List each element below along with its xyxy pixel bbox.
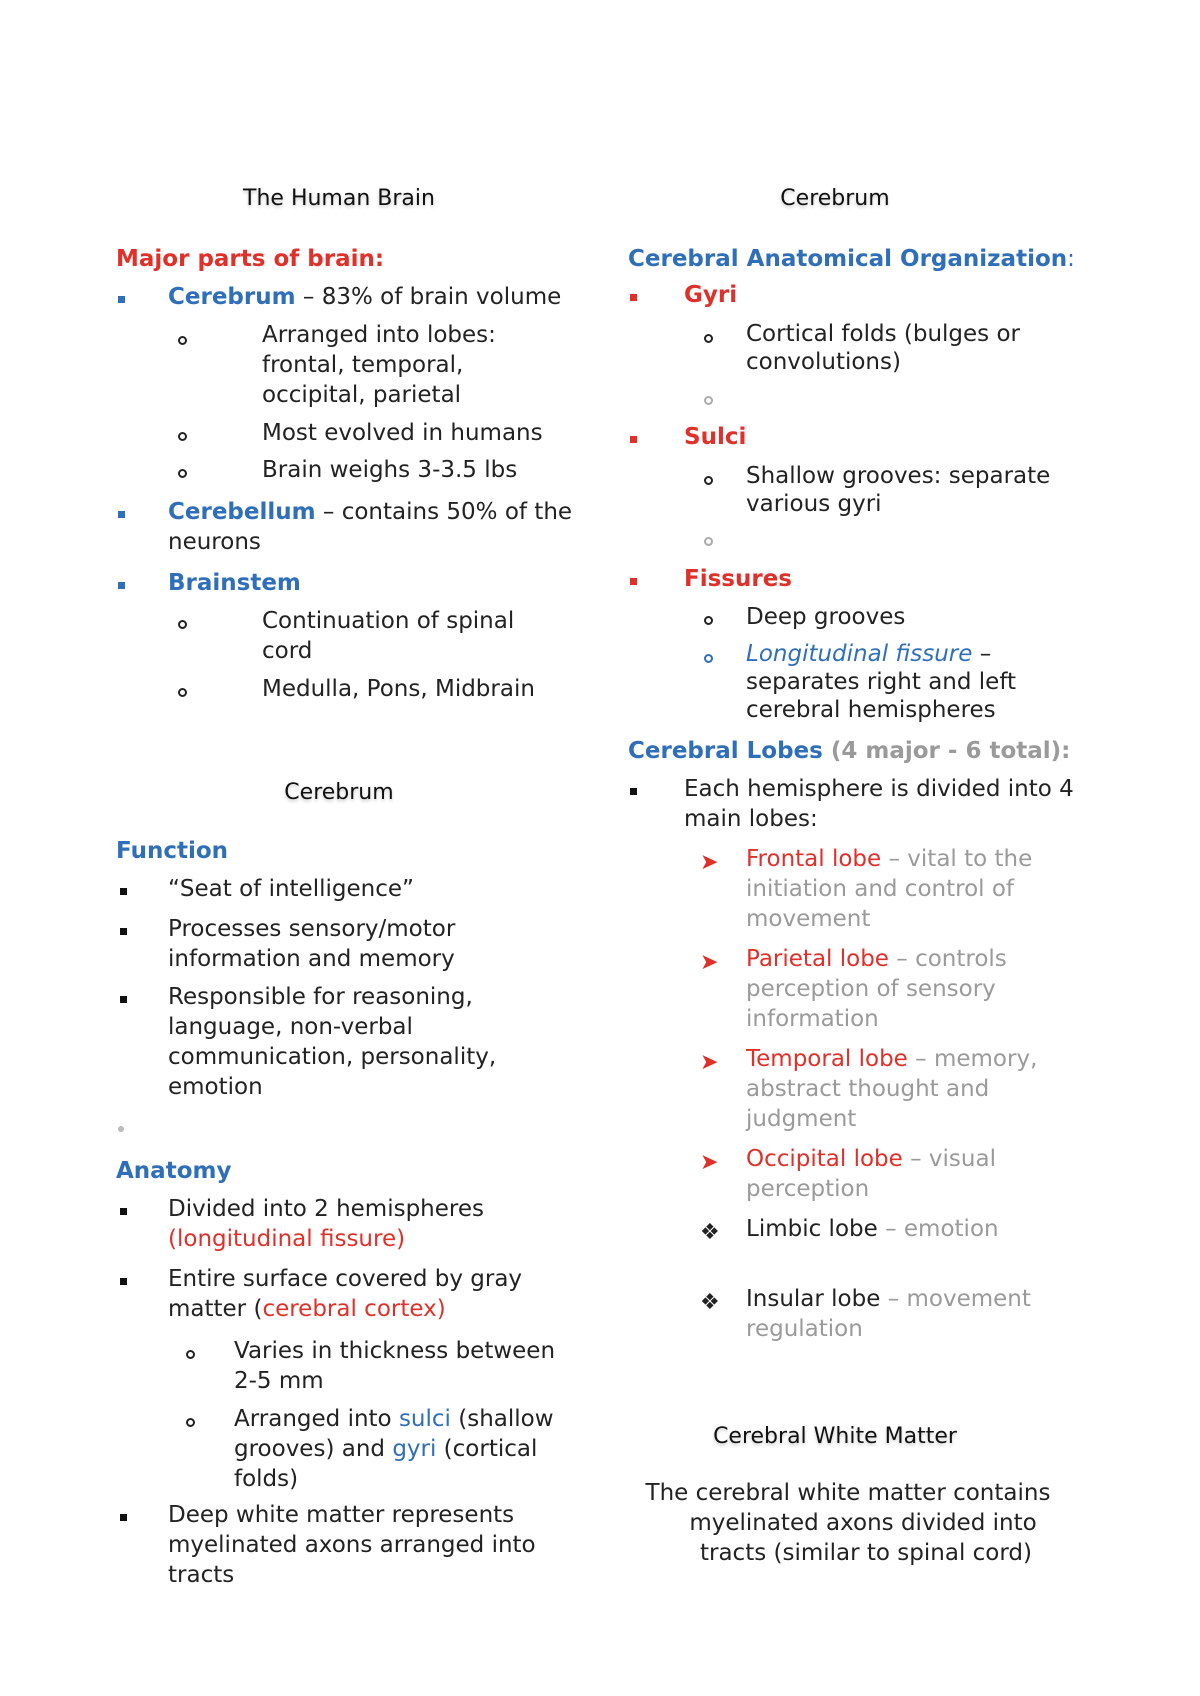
line: perception of sensory xyxy=(746,976,996,1002)
item-deep-grooves: Deep grooves xyxy=(746,604,906,630)
paren: ( xyxy=(168,1226,177,1252)
line: Divided into 2 hemispheres xyxy=(168,1196,484,1222)
item-medulla: Medulla, Pons, Midbrain xyxy=(262,676,535,702)
term-gyri: Gyri xyxy=(684,282,738,308)
item-arranged-lobes xyxy=(262,320,496,410)
item-gyri xyxy=(684,280,737,310)
title-cerebrum-right: Cerebrum xyxy=(780,186,890,211)
bullet-circle-empty xyxy=(704,396,713,405)
term-frontal-lobe: Frontal lobe xyxy=(746,846,882,872)
term-brainstem: Brainstem xyxy=(168,570,301,596)
bullet-circle xyxy=(704,616,713,625)
heading-anatomy: Anatomy xyxy=(116,1158,232,1184)
line: Entire surface covered by gray xyxy=(168,1266,523,1292)
bullet-square xyxy=(118,582,125,589)
line: abstract thought and xyxy=(746,1076,990,1102)
line: Varies in thickness between xyxy=(234,1338,556,1364)
term-occipital-lobe: Occipital lobe xyxy=(746,1146,903,1172)
line: cord xyxy=(262,638,313,664)
line: main lobes: xyxy=(684,806,818,832)
bullet-circle xyxy=(704,334,713,343)
line-mid: (shallow xyxy=(450,1406,554,1432)
heading-major-parts: Major parts of brain: xyxy=(116,246,385,272)
line: tracts (similar to spinal cord) xyxy=(699,1540,1032,1566)
line: Shallow grooves: separate xyxy=(746,463,1051,489)
item-divided-hemispheres xyxy=(168,1194,484,1254)
item-shallow-grooves xyxy=(746,462,1050,518)
bullet-square xyxy=(120,1278,127,1285)
item-sulci xyxy=(684,422,746,452)
bullet-square xyxy=(630,578,637,585)
line-pre: grooves) and xyxy=(234,1436,393,1462)
arrow-bullet-icon: ➤ xyxy=(700,1150,719,1175)
line: movement xyxy=(746,906,871,932)
line: emotion xyxy=(168,1074,263,1100)
desc: – memory, xyxy=(907,1046,1038,1072)
item-most-evolved: Most evolved in humans xyxy=(262,420,543,446)
item-continuation xyxy=(262,606,514,666)
item-responsible xyxy=(168,982,496,1102)
item-cortical-folds xyxy=(746,320,1020,376)
item-frontal-lobe xyxy=(746,844,1032,934)
bullet-circle xyxy=(186,1418,195,1427)
line: communication, personality, xyxy=(168,1044,497,1070)
line: various gyri xyxy=(746,491,882,517)
item-longitudinal-fissure xyxy=(746,640,1016,724)
term-longitudinal-fissure: longitudinal fissure xyxy=(176,1226,397,1252)
term-cerebrum: Cerebrum xyxy=(168,284,296,310)
dash: – xyxy=(972,641,992,667)
bullet-square xyxy=(120,1514,127,1521)
colon: : xyxy=(1067,246,1075,272)
item-processes xyxy=(168,914,455,974)
item-deep-white-matter xyxy=(168,1500,536,1590)
bullet-square xyxy=(118,511,125,518)
line: separates right and left xyxy=(746,669,1017,695)
bullet-square xyxy=(630,294,637,301)
bullet-square xyxy=(120,1208,127,1215)
bullet-square xyxy=(118,296,125,303)
bullet-circle xyxy=(178,469,187,478)
term-cerebral-cortex: cerebral cortex xyxy=(262,1296,437,1322)
item-brainstem xyxy=(168,568,301,598)
line: regulation xyxy=(746,1316,863,1342)
paren: ) xyxy=(396,1226,406,1252)
title-human-brain: The Human Brain xyxy=(243,186,435,211)
line: Each hemisphere is divided into 4 xyxy=(684,776,1074,802)
bullet-circle xyxy=(178,620,187,629)
line: Cortical folds (bulges or xyxy=(746,321,1021,347)
bullet-circle xyxy=(186,1350,195,1359)
bullet-circle xyxy=(178,336,187,345)
item-cerebellum xyxy=(168,497,572,557)
line: Deep white matter represents xyxy=(168,1502,515,1528)
line: myelinated axons divided into xyxy=(689,1510,1037,1536)
item-brain-weighs: Brain weighs 3-3.5 lbs xyxy=(262,457,518,483)
four-diamond-bullet-icon: ❖ xyxy=(700,1220,720,1245)
arrow-bullet-icon: ➤ xyxy=(700,1050,719,1075)
bullet-square xyxy=(120,996,127,1003)
item-temporal-lobe xyxy=(746,1044,1037,1134)
bullet-square xyxy=(120,888,127,895)
paren: ) xyxy=(436,1296,446,1322)
paragraph-white-matter xyxy=(618,1478,1078,1568)
desc: – visual xyxy=(902,1146,996,1172)
line-pre: matter ( xyxy=(168,1296,263,1322)
bullet-square xyxy=(120,928,127,935)
line: information and memory xyxy=(168,946,455,972)
desc: – controls xyxy=(888,946,1007,972)
item-parietal-lobe xyxy=(746,944,1007,1034)
four-diamond-bullet-icon: ❖ xyxy=(700,1290,720,1315)
bullet-circle xyxy=(704,476,713,485)
term-limbic-lobe: Limbic lobe xyxy=(746,1216,878,1242)
bullet-square xyxy=(630,788,637,795)
bullet-circle xyxy=(178,432,187,441)
line: judgment xyxy=(746,1106,857,1132)
item-cerebrum xyxy=(168,282,561,312)
title-cerebrum-left: Cerebrum xyxy=(284,780,394,805)
term-longitudinal-fissure: Longitudinal fissure xyxy=(746,641,973,667)
item-seat-intelligence: “Seat of intelligence” xyxy=(168,876,414,902)
line: 2-5 mm xyxy=(234,1368,324,1394)
bullet-square xyxy=(630,436,637,443)
term-fissures: Fissures xyxy=(684,566,792,592)
line: neurons xyxy=(168,529,261,555)
line-pre: Arranged into xyxy=(234,1406,399,1432)
line: convolutions) xyxy=(746,349,901,375)
cerebrum-desc: – 83% of brain volume xyxy=(295,284,562,310)
line: initiation and control of xyxy=(746,876,1015,902)
item-varies-thickness xyxy=(234,1336,555,1396)
heading-paren: (4 major - 6 total): xyxy=(822,738,1071,764)
item-insular-lobe xyxy=(746,1284,1031,1344)
item-fissures xyxy=(684,564,792,594)
term-parietal-lobe: Parietal lobe xyxy=(746,946,889,972)
line: folds) xyxy=(234,1466,299,1492)
heading-function: Function xyxy=(116,838,229,864)
line: tracts xyxy=(168,1562,235,1588)
line: Continuation of spinal xyxy=(262,608,515,634)
heading-text: Cerebral Anatomical Organization xyxy=(628,246,1068,272)
term-cerebellum: Cerebellum xyxy=(168,499,316,525)
heading-anatomical-organization xyxy=(628,246,1075,272)
line: occipital, parietal xyxy=(262,382,462,408)
term-temporal-lobe: Temporal lobe xyxy=(746,1046,908,1072)
desc: – emotion xyxy=(877,1216,999,1242)
line: information xyxy=(746,1006,879,1032)
term-insular-lobe: Insular lobe xyxy=(746,1286,881,1312)
line: The cerebral white matter contains xyxy=(645,1480,1051,1506)
line: cerebral hemispheres xyxy=(746,697,996,723)
line: language, non-verbal xyxy=(168,1014,413,1040)
line: perception xyxy=(746,1176,870,1202)
item-occipital-lobe xyxy=(746,1144,996,1204)
term-sulci: Sulci xyxy=(684,424,747,450)
line: myelinated axons arranged into xyxy=(168,1532,536,1558)
term-gyri: gyri xyxy=(392,1436,437,1462)
title-cerebral-white-matter: Cerebral White Matter xyxy=(713,1424,957,1449)
heading-text: Cerebral Lobes xyxy=(628,738,823,764)
item-each-hemisphere xyxy=(684,774,1074,834)
heading-cerebral-lobes xyxy=(628,738,1070,764)
bullet-empty xyxy=(118,1126,124,1132)
term-sulci: sulci xyxy=(398,1406,451,1432)
bullet-circle xyxy=(704,654,713,663)
arrow-bullet-icon: ➤ xyxy=(700,950,719,975)
desc: – movement xyxy=(880,1286,1031,1312)
line: Arranged into lobes: xyxy=(262,322,496,348)
line: Processes sensory/motor xyxy=(168,916,456,942)
bullet-circle-empty xyxy=(704,537,713,546)
line: Responsible for reasoning, xyxy=(168,984,473,1010)
bullet-circle xyxy=(178,688,187,697)
cerebellum-desc: – contains 50% of the xyxy=(315,499,573,525)
arrow-bullet-icon: ➤ xyxy=(700,850,719,875)
item-arranged-sulci-gyri xyxy=(234,1404,554,1494)
desc: – vital to the xyxy=(881,846,1033,872)
line: frontal, temporal, xyxy=(262,352,464,378)
item-limbic-lobe xyxy=(746,1214,999,1244)
line-post: (cortical xyxy=(436,1436,538,1462)
item-entire-surface xyxy=(168,1264,522,1324)
